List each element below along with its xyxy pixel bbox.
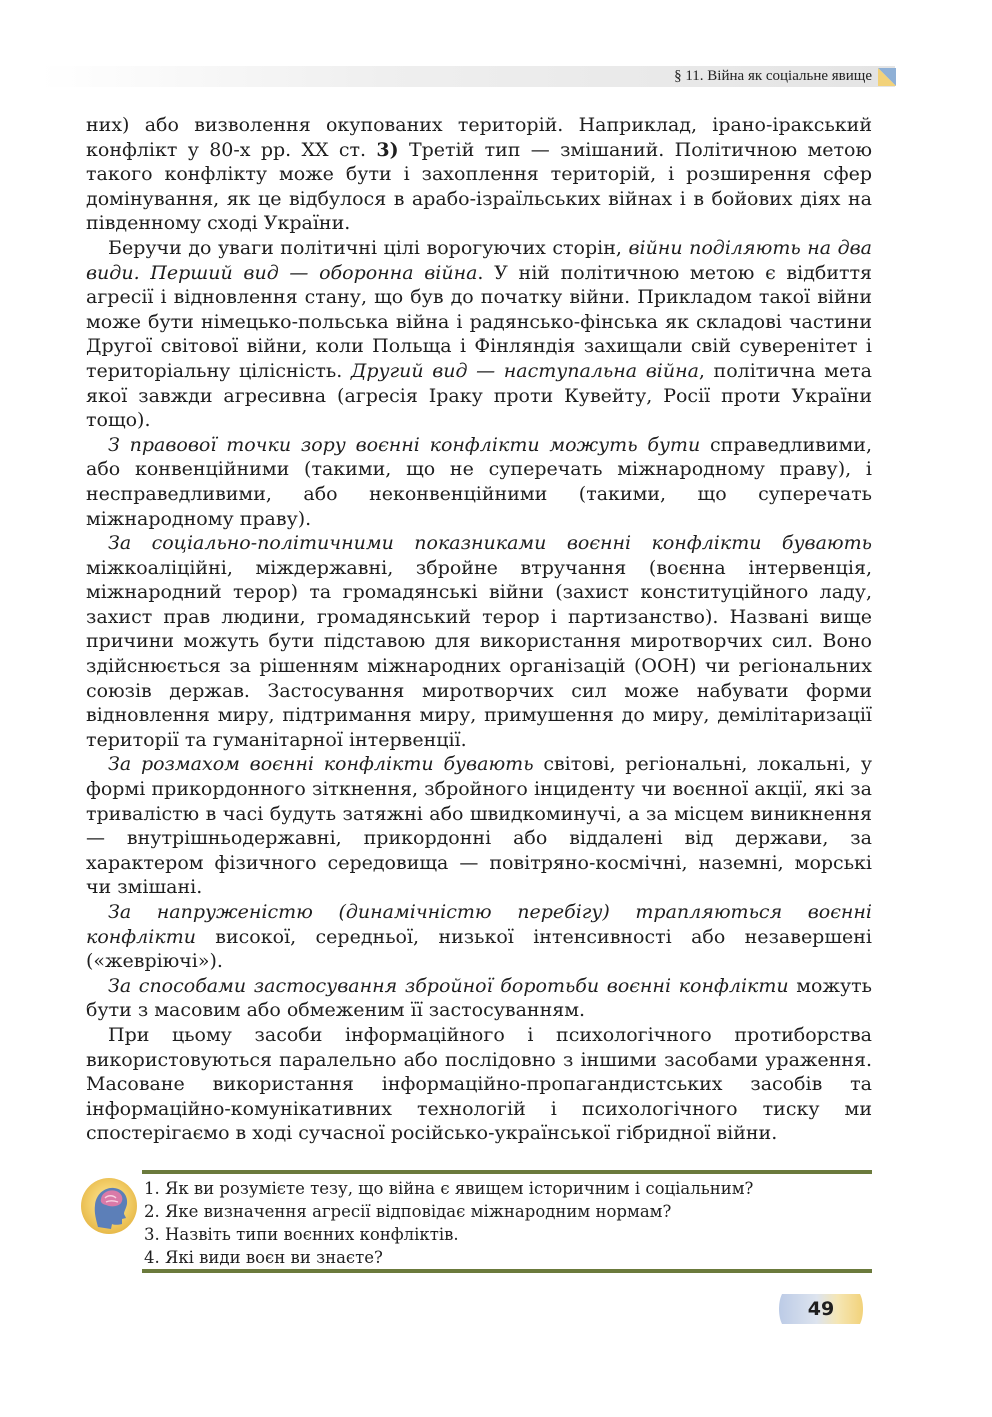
- italic-run: За соціально-політичними показниками воєнні конфлікти бувають: [108, 532, 872, 555]
- question-item: 3. Назвіть типи воєнних конфліктів.: [144, 1225, 459, 1244]
- text-run: них) або визволення окупованих територій. Наприклад, ірано-іракський конфлікт у 80-х рр. XX ст.: [86, 114, 872, 161]
- italic-run: З правової точки зору воєнні конфлікти можуть бути: [108, 433, 701, 456]
- text-run: , політична мета якої завжди агресивна (агресія Іраку проти Кувейту, Росії проти України тощо).: [86, 359, 872, 432]
- questions-top-rule: [142, 1170, 872, 1174]
- paragraph: [86, 752, 872, 900]
- text-run: . У ній політичною метою є відбиття агресії і відновлення стану, що був до початку війни. Прикладом такої війни може бути німецько-польська війна і радянсько-фінська як складові частини Другої світової війни, коли Польща і Фінляндія захищали свій суверенітет і територіальну цілісність.: [86, 261, 873, 382]
- question-item: 2. Яке визначення агресії відповідає міжнародним нормам?: [144, 1202, 672, 1221]
- text-run: високої, середньої, низької інтенсивності або незавершені («жевріючі»).: [86, 925, 872, 973]
- text-run: Беручи до уваги політичні цілі ворогуючих сторін,: [108, 236, 629, 259]
- paragraph: [86, 531, 872, 752]
- paragraph: [86, 974, 872, 1023]
- text-run: міжкоаліційні, міждержавні, збройне втручання (воєнна інтервенція, міжнародний терор) та громадянські війни (захист конституційного ладу, захист прав людини, громадянський терор і партизанство). Названі вище причини можуть бути підставою для використання миротворчих сил. Воно здійснюється за рішенням міжнародних організацій (ООН) чи регіональних союзів держав. Застосування миротворчих сил може набувати форми відновлення миру, підтримання миру, примушення до миру, демілітаризації території та гуманітарної інтервенції.: [86, 556, 872, 751]
- italic-run: За розмахом воєнні конфлікти бувають: [108, 753, 534, 776]
- question-item: 1. Як ви розумієте тезу, що війна є явищем історичним і соціальним?: [144, 1179, 754, 1198]
- italic-run: За напруженістю (динамічністю перебігу) трапляються воєнні конфлікти: [86, 901, 872, 948]
- italic-run: війни поділяють на два види. Перший вид — оборонна війна: [86, 236, 872, 284]
- text-run: можуть бути з масовим або обмеженим її застосуванням.: [86, 974, 872, 1022]
- italic-run: Другий вид — наступальна війна: [350, 359, 699, 382]
- head-with-brain-icon: [80, 1177, 138, 1235]
- corner-triangle-icon: [878, 68, 896, 86]
- main-text: [86, 113, 872, 1146]
- paragraph: [86, 433, 872, 531]
- paragraph: [86, 1023, 872, 1146]
- paragraph: [86, 900, 872, 974]
- page-number: 49: [807, 1298, 835, 1320]
- text-run: При цьому засоби інформаційного і психологічного протиборства використовуються паралельно або послідовно з іншими засобами ураження. Масоване використання інформаційно-пропагандистських засобів та інформаційно-комунікативних технологій і психологічного тиску ми спостерігаємо в ході сучасної російсько-української гібридної війни.: [86, 1023, 872, 1145]
- page-number-tab: [776, 1290, 866, 1328]
- running-title: § 11. Війна як соціальне явище: [674, 68, 872, 84]
- question-item: 4. Які види воєн ви знаєте?: [144, 1248, 383, 1267]
- italic-run: За способами застосування збройної боротьби воєнні конфлікти: [108, 974, 789, 997]
- text-run: світові, регіональні, локальні, у формі прикордонного зіткнення, збройного інциденту чи воєнної акції, які за тривалістю в часі будуть затяжні або швидкоминучі, а за місцем виникнення — внутрішньодержавні, прикордонні або віддалені від держави, за характером фізичного середовища — повітряно-космічні, наземні, морські чи змішані.: [86, 753, 873, 899]
- questions-bottom-rule: [142, 1269, 872, 1273]
- review-questions: [144, 1177, 872, 1269]
- text-run: Третій тип — змішаний. Політичною метою такого конфлікту може бути і захоплення територій, і розширення сфер домінування, як це відбулося в арабо-ізраїльських війнах і в бойових діях на південному сході України.: [86, 138, 872, 235]
- bold-run: 3): [376, 138, 399, 161]
- text-run: справедливими, або конвенційними (такими, що не суперечать міжнародному праву), і несправедливими, або неконвенційними (такими, що суперечать міжнародному праву).: [86, 433, 872, 530]
- paragraph: [86, 236, 872, 433]
- paragraph: [86, 113, 872, 236]
